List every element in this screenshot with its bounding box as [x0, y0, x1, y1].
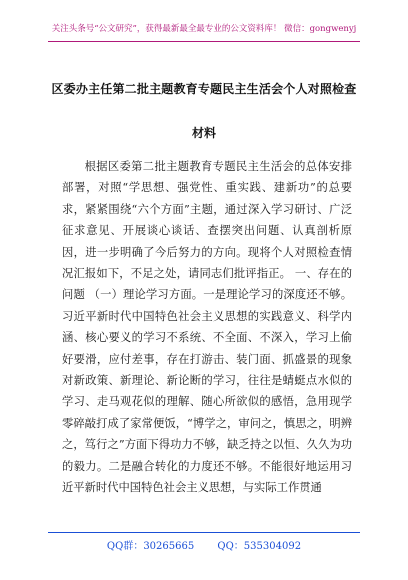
- header-divider: [48, 41, 360, 42]
- body-paragraph: 根据区委第二批主题教育专题民主生活会的总体安排部署，对照“学思想、强党性、重实践、建新功”的总要求，紧紧围绕“六个方面”主题，通过深入学习研讨、广泛征求意见、开展谈心谈话、查摆突出问题、认真剖析原因，进一步明确了今后努力的方向。现将个人对照检查情况汇报如下，不足之处，请同志们批评指正。 一、存在的问题 （一）理论学习方面。一是理论学习的深度还不够。习近平新时代中国特色社会主义思想的实践意义、科学内涵、核心要义的学习不系统、不全面、不深入，学习上偷好要滑，应付差事，存在打游击、装门面、抓盛景的现象对新政策、新理论、新论断的学习，往往是蜻蜓点水似的学习、走马观花似的理解、随心所欲似的感悟，急用现学零碎敲打成了家常便饭，“博学之，审问之，慎思之，明辨之，笃行之”方面下得功力不够，缺乏持之以恒、久久为功的毅力。二是融合转化的力度还不够。不能很好地运用习近平新时代中国特色社会主义思想，与实际工作贯通: [62, 160, 352, 495]
- footer-qq: QQ：535304092: [217, 541, 302, 552]
- document-title: 区委办主任第二批主题教育专题民主生活会个人对照检查: [51, 82, 357, 96]
- page-footer: [40, 537, 368, 552]
- page-header: 关注头条号“公文研究”，获得最新最全最专业的公文资料库！ 微信：gongwenyj: [51, 24, 357, 34]
- document-subtitle: 材料: [191, 126, 216, 140]
- footer-divider: [48, 532, 360, 533]
- footer-qq-group: QQ群：30265665: [106, 541, 195, 552]
- document-body: [62, 156, 352, 499]
